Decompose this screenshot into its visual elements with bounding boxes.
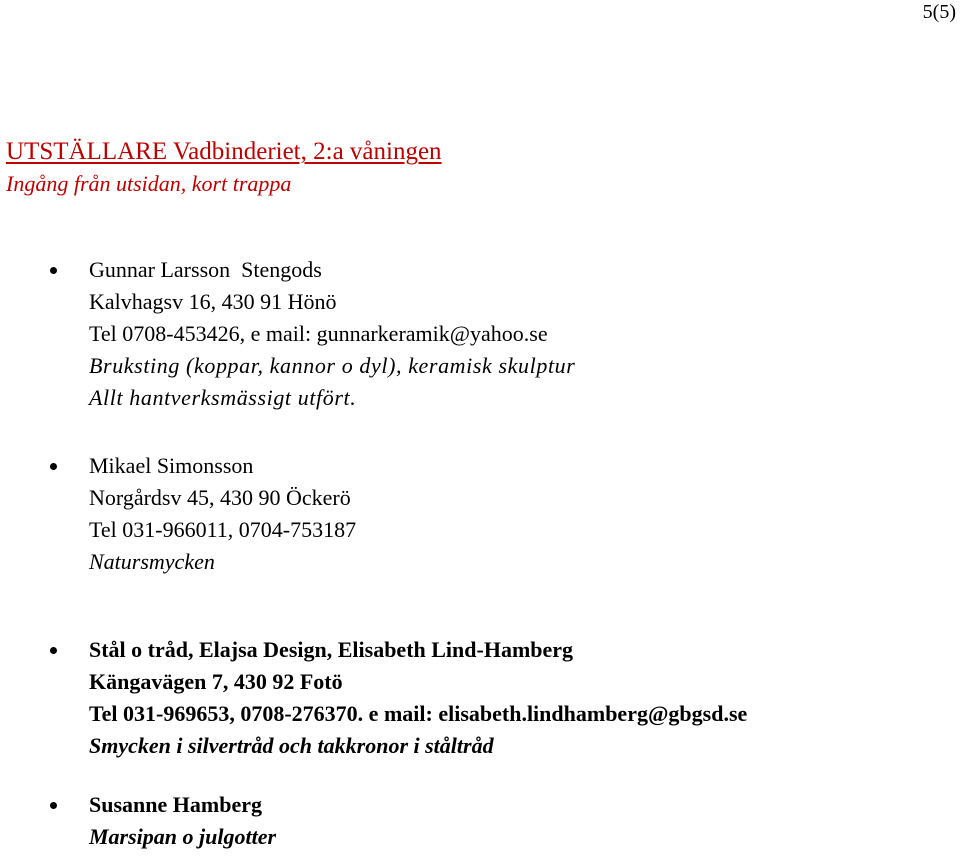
exhibitor-contact: Tel 031-969653, 0708-276370. e mail: elisabeth.lindhamberg@gbgsd.se xyxy=(89,701,748,726)
exhibitor-products: Marsipan o julgotter xyxy=(89,824,277,849)
exhibitor-name: Susanne Hamberg xyxy=(89,792,262,817)
exhibitor-contact: Tel 0708-453426, e mail: gunnarkeramik@yahoo.se xyxy=(89,321,548,346)
page-title: UTSTÄLLARE Vadbinderiet, 2:a våningen xyxy=(6,138,442,165)
exhibitor-contact: Tel 031-966011, 0704-753187 xyxy=(89,517,357,542)
exhibitor-address: Kängavägen 7, 430 92 Fotö xyxy=(89,669,343,694)
exhibitor-products: Bruksting (koppar, kannor o dyl), keramisk skulptur xyxy=(89,353,576,378)
exhibitor-products: Natursmycken xyxy=(89,549,215,574)
exhibitor-note: Allt hantverksmässigt utfört. xyxy=(89,385,357,410)
page-number: 5(5) xyxy=(922,1,956,23)
bullet-icon xyxy=(50,267,57,274)
exhibitor-address: Norgårdsv 45, 430 90 Öckerö xyxy=(89,485,351,510)
exhibitor-name: Gunnar Larsson Stengods xyxy=(89,257,322,282)
exhibitor-name: Mikael Simonsson xyxy=(89,453,254,478)
bullet-icon xyxy=(50,647,57,654)
exhibitor-products: Smycken i silvertråd och takkronor i ståltråd xyxy=(89,733,494,758)
page-subtitle: Ingång från utsidan, kort trappa xyxy=(6,171,292,196)
bullet-icon xyxy=(50,463,57,470)
exhibitor-heading xyxy=(6,136,442,200)
exhibitor-name: Stål o tråd, Elajsa Design, Elisabeth Lind-Hamberg xyxy=(89,637,574,662)
exhibitor-address: Kalvhagsv 16, 430 91 Hönö xyxy=(89,289,337,314)
bullet-icon xyxy=(50,802,57,809)
